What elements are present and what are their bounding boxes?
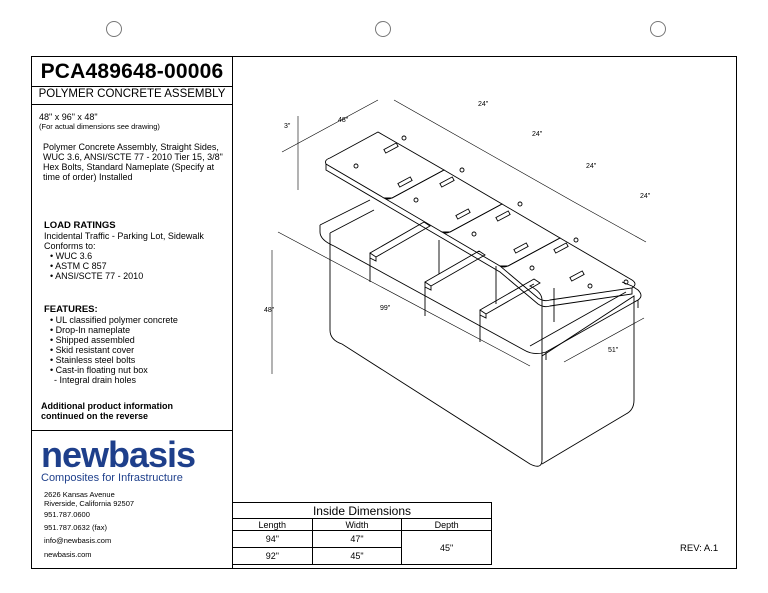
bolt-hole <box>414 198 418 202</box>
features-block <box>44 305 178 385</box>
lift-slot <box>398 177 412 187</box>
support-beam <box>370 222 430 261</box>
dim-label-cover-thickness: 3" <box>284 123 291 130</box>
box-rim-front <box>320 225 641 354</box>
bolt-hole <box>518 202 522 206</box>
dim-label-panel-3: 24" <box>586 163 597 170</box>
dim-line <box>278 232 530 366</box>
column-header: Width <box>312 519 402 531</box>
feature-item: • Drop-In nameplate <box>50 325 131 335</box>
lift-slot <box>514 243 528 253</box>
dim-label-panel-4: 24" <box>640 193 651 200</box>
table-cell: 45" <box>312 548 402 565</box>
dim-line <box>394 100 454 134</box>
load-ratings-block <box>44 221 204 281</box>
feature-item: • Shipped assembled <box>50 335 135 345</box>
cover-panel <box>384 170 502 233</box>
box-rim-back <box>320 200 632 286</box>
dim-label-length: 99" <box>380 305 391 312</box>
lift-slot <box>440 177 454 187</box>
bolt-hole <box>354 164 358 168</box>
part-title: POLYMER CONCRETE ASSEMBLY <box>38 88 226 100</box>
box-inner-rim <box>330 210 626 346</box>
box-outline <box>330 233 542 466</box>
logo-wordmark: newbasis <box>41 434 196 475</box>
cover-panel <box>500 238 635 301</box>
logo-tagline: Composites for Infrastructure <box>41 472 183 484</box>
binder-hole-right <box>650 21 666 37</box>
load-ratings-line: Conforms to: <box>44 241 96 251</box>
load-rating-item: • ASTM C 857 <box>50 261 107 271</box>
dim-label-cover-width: 48" <box>338 117 349 124</box>
lift-slot <box>554 243 568 253</box>
divider <box>31 86 232 87</box>
divider <box>31 430 232 431</box>
company-phone: 951.787.0600 <box>44 510 90 519</box>
bolt-hole <box>574 238 578 242</box>
feature-item: • UL classified polymer concrete <box>50 315 178 325</box>
company-fax: 951.787.0632 (fax) <box>44 523 107 532</box>
nominal-size-block <box>39 112 160 132</box>
dim-label-width: 51" <box>608 347 619 354</box>
company-website[interactable]: newbasis.com <box>44 550 92 559</box>
divider <box>31 104 232 105</box>
load-ratings-heading: LOAD RATINGS <box>44 220 116 231</box>
nominal-note: (For actual dimensions see drawing) <box>39 122 160 131</box>
column-header: Length <box>233 519 313 531</box>
table-cell: 94" <box>233 531 313 548</box>
additional-info-line: continued on the reverse <box>41 411 149 421</box>
table-cell-depth: 45" <box>402 531 492 565</box>
cover-thickness <box>326 164 632 307</box>
binder-hole-left <box>106 21 122 37</box>
bolt-hole <box>402 136 406 140</box>
binder-hole-center <box>375 21 391 37</box>
inside-dimensions-title: Inside Dimensions <box>233 503 492 519</box>
nominal-size: 48" x 96" x 48" <box>39 112 98 122</box>
table-cell: 47" <box>312 531 402 548</box>
support-beam <box>425 251 485 290</box>
dim-label-height: 48" <box>264 307 275 314</box>
additional-info-line: Additional product information <box>41 401 173 411</box>
company-logo <box>41 436 195 484</box>
lift-slot <box>496 211 510 221</box>
dim-line <box>564 318 644 362</box>
bolt-hole <box>588 284 592 288</box>
part-number: PCA489648-00006 <box>40 60 224 83</box>
column-header: Depth <box>402 519 492 531</box>
load-ratings-line: Incidental Traffic - Parking Lot, Sidewalk <box>44 231 204 241</box>
load-rating-item: • WUC 3.6 <box>50 251 93 261</box>
dim-label-panel-1: 24" <box>478 101 489 108</box>
dim-label-panel-2: 24" <box>532 131 543 138</box>
box-right-side <box>542 296 634 464</box>
feature-item: • Stainless steel bolts <box>50 355 136 365</box>
company-address <box>44 490 134 508</box>
load-rating-item: • ANSI/SCTE 77 - 2010 <box>50 271 144 281</box>
assembly-drawing <box>234 60 704 480</box>
feature-item: • Skid resistant cover <box>50 345 135 355</box>
dim-line <box>514 168 574 202</box>
lift-slot <box>570 271 584 281</box>
bolt-hole <box>530 266 534 270</box>
lift-slot <box>384 143 398 153</box>
table-cell: 92" <box>233 548 313 565</box>
dim-line <box>574 202 646 242</box>
revision-label: REV: A.1 <box>680 543 719 554</box>
feature-item: • Cast-in floating nut box <box>50 365 148 375</box>
product-description: Polymer Concrete Assembly, Straight Sides, WUC 3.6, ANSI/SCTE 77 - 2010 Tier 15, 3/8" Hex Bolts, Standard Nameplate (Specify at time of order) Installed <box>43 142 223 182</box>
additional-info <box>41 401 173 421</box>
dim-line <box>454 134 514 168</box>
company-email[interactable]: info@newbasis.com <box>44 536 112 545</box>
title-block <box>31 56 233 569</box>
bolt-hole <box>472 232 476 236</box>
bolt-hole <box>460 168 464 172</box>
features-heading: FEATURES: <box>44 304 98 315</box>
feature-item: - Integral drain holes <box>54 375 137 385</box>
inside-dimensions-table <box>232 502 492 565</box>
lift-slot <box>456 209 470 219</box>
address-line: Riverside, California 92507 <box>44 499 135 508</box>
address-line: 2626 Kansas Avenue <box>44 490 115 499</box>
cover-panel <box>326 132 445 199</box>
